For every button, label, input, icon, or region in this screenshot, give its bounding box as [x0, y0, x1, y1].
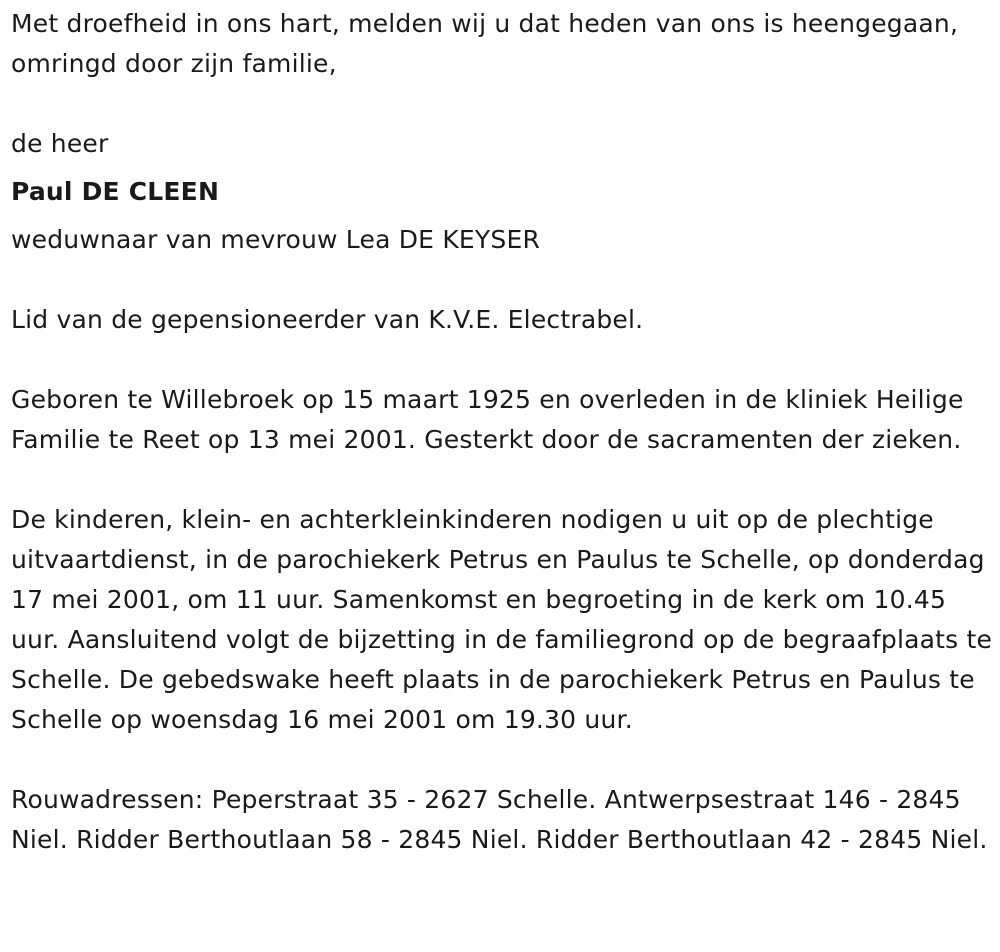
membership-line: Lid van de gepensioneerder van K.V.E. Electrabel.: [11, 305, 644, 334]
addresses-paragraph: Rouwadressen: Peperstraat 35 - 2627 Schelle. Antwerpsestraat 146 - 2845 Niel. Ridder Berthoutlaan 58 - 2845 Niel. Ridder Berthoutlaan 42 - 2845 Niel.: [11, 785, 988, 854]
spacer: [11, 460, 996, 500]
spacer: [11, 164, 996, 172]
spacer: [11, 340, 996, 380]
spacer: [11, 740, 996, 780]
birth-death-paragraph: Geboren te Willebroek op 15 maart 1925 en overleden in de kliniek Heilige Familie te Reet op 13 mei 2001. Gesterkt door de sacramenten der zieken.: [11, 385, 964, 454]
spouse-line: weduwnaar van mevrouw Lea DE KEYSER: [11, 225, 541, 254]
spacer: [11, 84, 996, 124]
intro-paragraph: Met droefheid in ons hart, melden wij u dat heden van ons is heengegaan, omringd door zijn familie,: [11, 9, 959, 78]
spacer: [11, 260, 996, 300]
deceased-name: Paul DE CLEEN: [11, 177, 220, 206]
salutation: de heer: [11, 129, 109, 158]
spacer: [11, 212, 996, 220]
death-notice: [11, 4, 996, 860]
ceremony-paragraph: De kinderen, klein- en achterkleinkinderen nodigen u uit op de plechtige uitvaartdienst, in de parochiekerk Petrus en Paulus te Schelle, op donderdag 17 mei 2001, om 11 uur. Samenkomst en begroeting in de kerk om 10.45 uur. Aansluitend volgt de bijzetting in de familiegrond op de begraafplaats te Schelle. De gebedswake heeft plaats in de parochiekerk Petrus en Paulus te Schelle op woensdag 16 mei 2001 om 19.30 uur.: [11, 505, 993, 734]
